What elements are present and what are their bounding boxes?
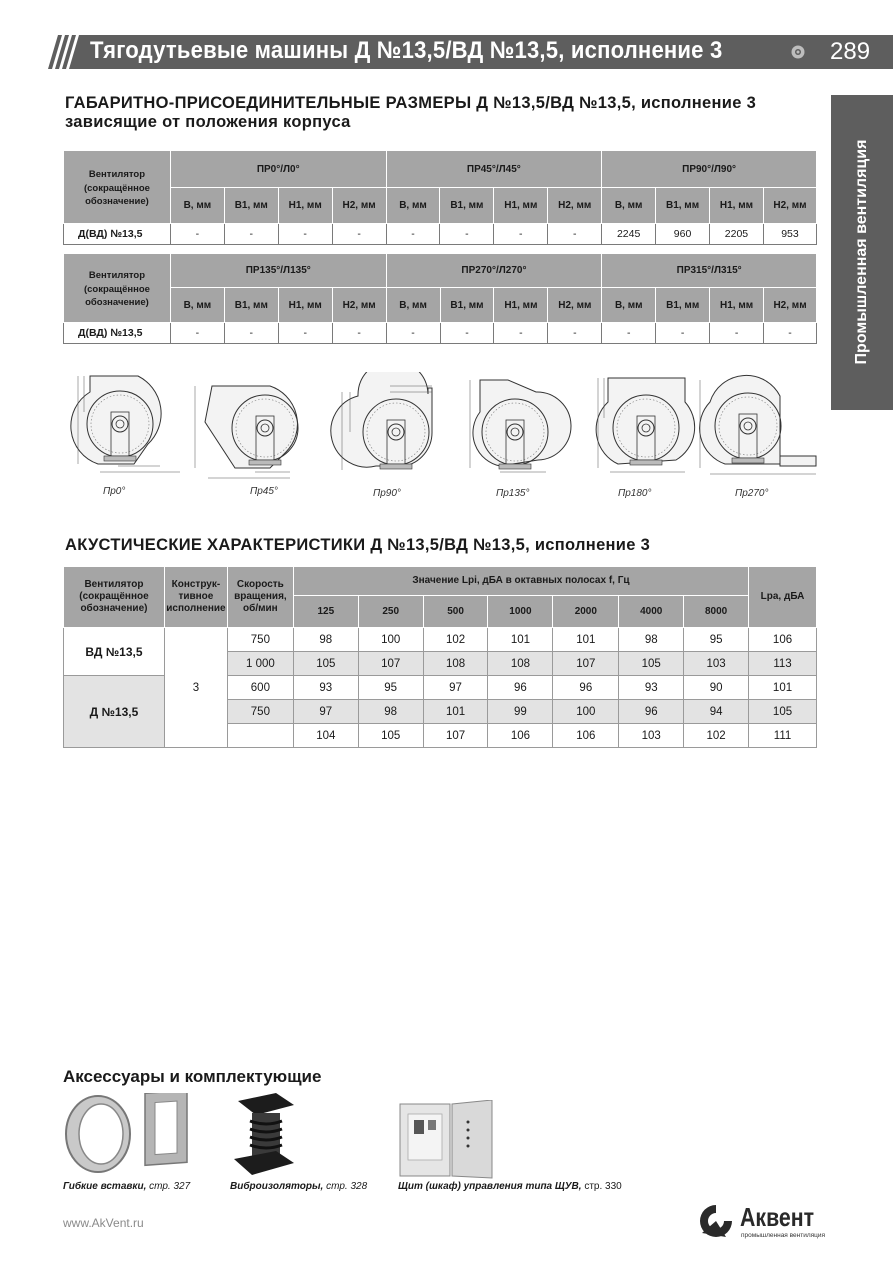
cell: 102 <box>684 724 749 748</box>
acoustic-section-title: АКУСТИЧЕСКИЕ ХАРАКТЕРИСТИКИ Д №13,5/ВД №13,5, исполнение 3 <box>65 536 651 554</box>
vibration-isolator-image <box>228 1093 300 1177</box>
table-row <box>64 628 817 652</box>
speed-header: Скорость вращения, об/мин <box>227 567 293 628</box>
col-header: Н1, мм <box>278 288 332 323</box>
speed: 600 <box>227 676 293 700</box>
col-header: В, мм <box>386 188 440 224</box>
drawing-label: Пр180° <box>618 488 652 499</box>
col-header: Н2, мм <box>332 188 386 224</box>
control-cabinet-image <box>398 1100 494 1180</box>
cell: 96 <box>553 676 619 700</box>
freq-header: 250 <box>358 596 423 628</box>
drawing-label: Пр0° <box>103 486 126 497</box>
cell: - <box>710 323 764 344</box>
col-header: Н2, мм <box>764 288 817 323</box>
dims-title-line2: зависящие от положения корпуса <box>65 113 351 131</box>
cell: - <box>602 323 656 344</box>
gear-icon <box>790 44 806 60</box>
cell: 99 <box>488 700 553 724</box>
speed: 750 <box>227 628 293 652</box>
cell: 107 <box>423 724 488 748</box>
acoustic-table <box>63 566 817 748</box>
cell: 93 <box>293 676 358 700</box>
freq-header: 8000 <box>684 596 749 628</box>
cell: 98 <box>358 700 423 724</box>
lpa: 105 <box>749 700 817 724</box>
cell: 96 <box>488 676 553 700</box>
table-row <box>64 224 817 245</box>
cell: 953 <box>763 224 816 245</box>
logo-mark-icon <box>696 1203 736 1239</box>
col-header: В1, мм <box>440 188 494 224</box>
cell: - <box>224 323 278 344</box>
cell: - <box>278 323 332 344</box>
row-name: Д(ВД) №13,5 <box>64 323 171 344</box>
header-stripes-decoration <box>48 35 88 69</box>
accessory-caption: Гибкие вставки, стр. 327 <box>63 1181 191 1192</box>
fan-name: Д №13,5 <box>64 676 165 748</box>
group-header: ПР315°/Л315° <box>602 254 817 288</box>
cell: 98 <box>293 628 358 652</box>
cell: 95 <box>684 628 749 652</box>
cell: - <box>278 224 332 245</box>
cell: 106 <box>553 724 619 748</box>
col-header: В1, мм <box>656 188 710 224</box>
cell: 101 <box>553 628 619 652</box>
dims-table-1 <box>63 150 817 245</box>
table-row <box>64 323 817 344</box>
col-header: Н2, мм <box>763 188 816 224</box>
cell: 94 <box>684 700 749 724</box>
col-header: В1, мм <box>224 288 278 323</box>
fan-header: Вентилятор (сокращённое обозначение) <box>64 567 165 628</box>
cell: - <box>224 224 278 245</box>
side-tab-label: Промышленная вентиляция <box>853 139 870 365</box>
design-value: 3 <box>164 628 227 748</box>
row-name: Д(ВД) №13,5 <box>64 224 171 245</box>
col-header: В1, мм <box>440 288 494 323</box>
lpa: 101 <box>749 676 817 700</box>
cell: - <box>494 323 548 344</box>
cell: 97 <box>423 676 488 700</box>
col-header: В, мм <box>602 288 656 323</box>
group-header: ПР135°/Л135° <box>170 254 386 288</box>
cell: 960 <box>656 224 710 245</box>
cell: 95 <box>358 676 423 700</box>
cell: - <box>548 224 602 245</box>
cell: - <box>332 224 386 245</box>
col-header: Н1, мм <box>494 288 548 323</box>
cell: 103 <box>684 652 749 676</box>
lpa: 113 <box>749 652 817 676</box>
drawing-label: Пр270° <box>735 488 769 499</box>
freq-header: 1000 <box>488 596 553 628</box>
cell: - <box>440 224 494 245</box>
col-header: Н2, мм <box>548 288 602 323</box>
cell: 107 <box>358 652 423 676</box>
cell: - <box>386 323 440 344</box>
col-header: Н1, мм <box>494 188 548 224</box>
drawing-pr270 <box>700 375 816 474</box>
flexible-insert-image <box>63 1093 193 1175</box>
accessories-title: Аксессуары и комплектующие <box>63 1067 322 1086</box>
cell: 100 <box>358 628 423 652</box>
group-header: ПР90°/Л90° <box>602 151 817 188</box>
cell: - <box>764 323 817 344</box>
cell: - <box>170 323 224 344</box>
col-header: Н2, мм <box>548 188 602 224</box>
cell: - <box>170 224 224 245</box>
cell: 100 <box>553 700 619 724</box>
cell: 98 <box>619 628 684 652</box>
cell: 106 <box>488 724 553 748</box>
dims-table-2 <box>63 253 817 344</box>
col-header: В, мм <box>170 288 224 323</box>
accessory-caption: Виброизоляторы, стр. 328 <box>230 1181 368 1192</box>
footer-url[interactable]: www.AkVent.ru <box>63 1216 144 1230</box>
group-header: ПР270°/Л270° <box>386 254 602 288</box>
cell: 101 <box>423 700 488 724</box>
cell: - <box>332 323 386 344</box>
col-header: Н1, мм <box>278 188 332 224</box>
drawing-pr0 <box>71 376 180 472</box>
accessory-caption: Щит (шкаф) управления типа ЩУВ, стр. 330 <box>398 1181 622 1192</box>
cell: 97 <box>293 700 358 724</box>
cell: - <box>548 323 602 344</box>
drawing-label: Пр45° <box>250 486 278 497</box>
cell: 96 <box>619 700 684 724</box>
freq-header: 500 <box>423 596 488 628</box>
cell: - <box>494 224 548 245</box>
drawing-pr135 <box>470 380 571 472</box>
cell: 102 <box>423 628 488 652</box>
cell: 105 <box>619 652 684 676</box>
col-header: В, мм <box>602 188 656 224</box>
freq-header: 4000 <box>619 596 684 628</box>
cell: - <box>656 323 710 344</box>
cell: - <box>440 323 494 344</box>
page-number: 289 <box>830 38 871 65</box>
lpa-header: Lpa, дБА <box>749 567 817 628</box>
drawing-pr180 <box>596 378 695 472</box>
lpa: 111 <box>749 724 817 748</box>
col-header: Н1, мм <box>710 288 764 323</box>
cell: 105 <box>358 724 423 748</box>
freq-header: 2000 <box>553 596 619 628</box>
col-header: Н2, мм <box>332 288 386 323</box>
cell: 93 <box>619 676 684 700</box>
speed: 750 <box>227 700 293 724</box>
freq-header: 125 <box>293 596 358 628</box>
cell: 108 <box>423 652 488 676</box>
speed: 1 000 <box>227 652 293 676</box>
dims-title-line1: ГАБАРИТНО-ПРИСОЕДИНИТЕЛЬНЫЕ РАЗМЕРЫ Д №13,5/ВД №13,5, исполнение 3 <box>65 94 757 112</box>
cell: 101 <box>488 628 553 652</box>
cell: 2245 <box>602 224 656 245</box>
page-title: Тягодутьевые машины Д №13,5/ВД №13,5, исполнение 3 <box>90 37 723 64</box>
group-header: ПР0°/Л0° <box>170 151 386 188</box>
drawing-pr90 <box>331 372 432 470</box>
cell: 90 <box>684 676 749 700</box>
lpa: 106 <box>749 628 817 652</box>
fan-position-drawings <box>60 372 820 484</box>
fan-name: ВД №13,5 <box>64 628 165 676</box>
cell: 104 <box>293 724 358 748</box>
fan-header: Вентилятор (сокращённое обозначение) <box>64 151 171 224</box>
logo-name: Аквент <box>740 1202 815 1232</box>
col-header: Н1, мм <box>710 188 764 224</box>
col-header: В1, мм <box>656 288 710 323</box>
fan-header: Вентилятор (сокращённое обозначение) <box>64 254 171 323</box>
design-header: Конструк- тивное исполнение <box>164 567 227 628</box>
col-header: В, мм <box>170 188 224 224</box>
logo-subtitle: промышленная вентиляция <box>741 1232 826 1239</box>
drawing-pr45 <box>195 386 298 478</box>
dims-section-title <box>65 94 756 132</box>
cell: 2205 <box>710 224 764 245</box>
group-header: ПР45°/Л45° <box>386 151 602 188</box>
cell: 103 <box>619 724 684 748</box>
col-header: В, мм <box>386 288 440 323</box>
cell: - <box>386 224 440 245</box>
lpi-header: Значение Lpi, дБА в октавных полосах f, Гц <box>293 567 748 596</box>
speed <box>227 724 293 748</box>
cell: 105 <box>293 652 358 676</box>
col-header: В1, мм <box>224 188 278 224</box>
cell: 108 <box>488 652 553 676</box>
drawing-label: Пр90° <box>373 488 401 499</box>
cell: 107 <box>553 652 619 676</box>
drawing-label: Пр135° <box>496 488 530 499</box>
